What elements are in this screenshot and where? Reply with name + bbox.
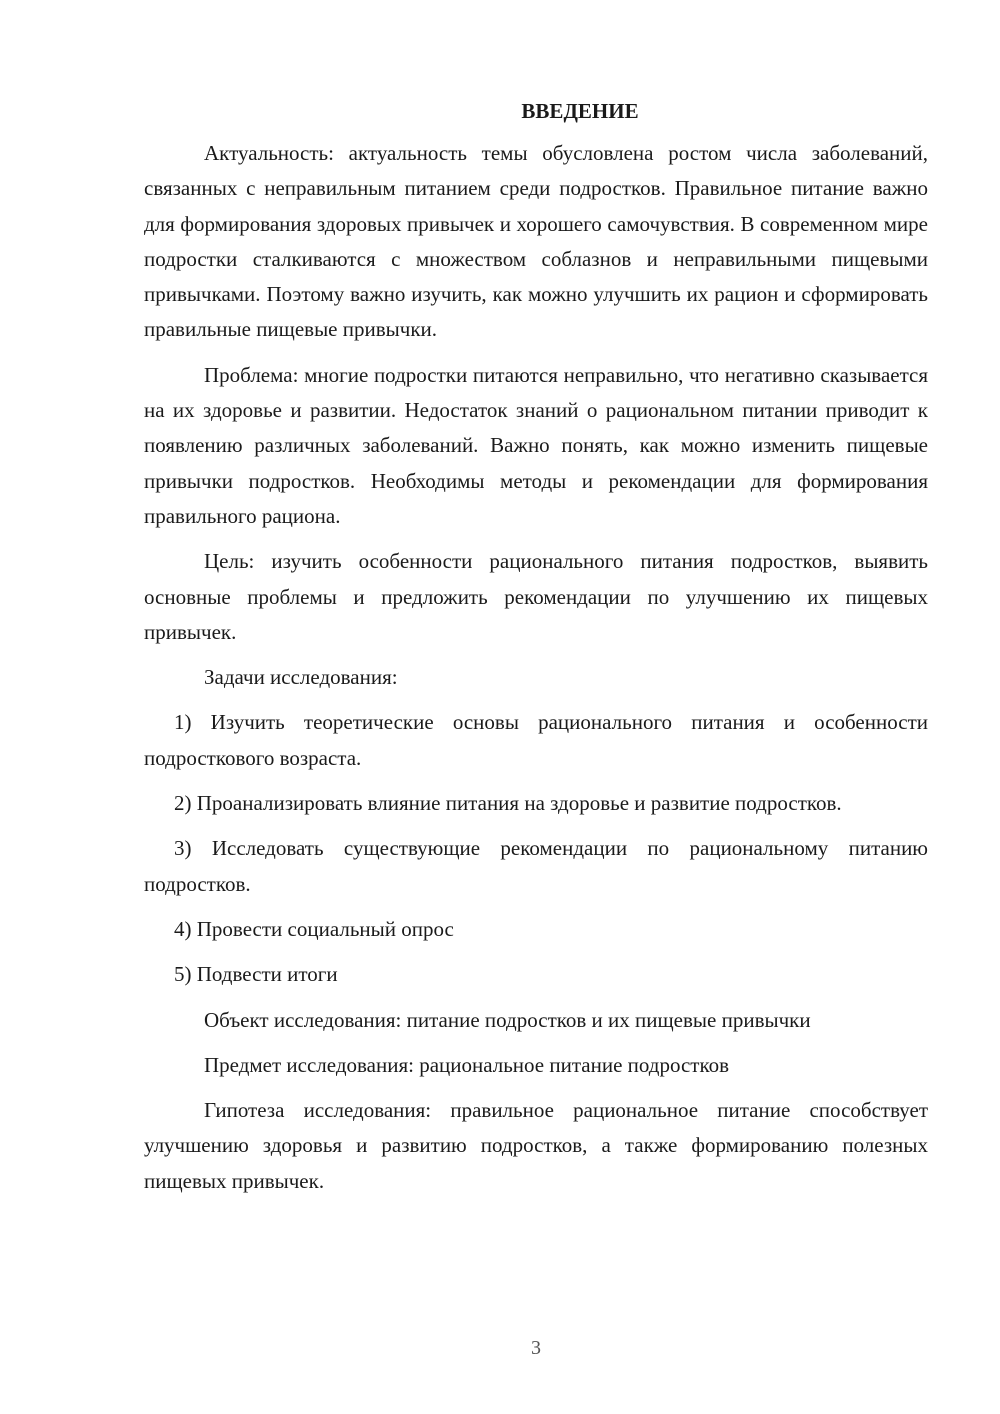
page-content (144, 96, 928, 1209)
problem-paragraph: Проблема: многие подростки питаются неправильно, что негативно сказывается на их здоровье и развитии. Недостаток знаний о рациональном питании приводит к появлению различных заболеваний. Важно понять, как можно изменить пищевые привычки подростков. Необходимы методы и рекомендации для формирования правильного рациона. (144, 362, 928, 528)
task-item-5: 5) Подвести итоги (174, 962, 338, 987)
hypothesis-paragraph: Гипотеза исследования: правильное рациональное питание способствует улучшению здоровья и развитию подростков, а также формированию полезных пищевых привычек. (144, 1098, 928, 1193)
research-object: Объект исследования: питание подростков и их пищевые привычки (204, 1007, 811, 1032)
page-number: 3 (531, 1337, 541, 1359)
task-item-4: 4) Провести социальный опрос (174, 916, 454, 941)
tasks-heading: Задачи исследования: (204, 665, 398, 690)
task-item-1: 1) Изучить теоретические основы рационального питания и особенности подросткового возраста. (144, 710, 928, 770)
relevance-paragraph: Актуальность: актуальность темы обусловлена ростом числа заболеваний, связанных с неправильным питанием среди подростков. Правильное питание важно для формирования здоровых привычек и хорошего самочувствия. В современном мире подростки сталкиваются с множеством соблазнов и неправильными пищевыми привычками. Поэтому важно изучить, как можно улучшить их рацион и сформировать правильные пищевые привычки. (144, 141, 928, 342)
section-title: ВВЕДЕНИЕ (521, 99, 639, 123)
task-item-2: 2) Проанализировать влияние питания на здоровье и развитие подростков. (174, 791, 842, 816)
goal-paragraph: Цель: изучить особенности рационального питания подростков, выявить основные проблемы и предложить рекомендации по улучшению их пищевых привычек. (144, 549, 928, 644)
research-subject: Предмет исследования: рациональное питание подростков (204, 1052, 730, 1077)
task-item-3: 3) Исследовать существующие рекомендации по рациональному питанию подростков. (144, 836, 928, 896)
